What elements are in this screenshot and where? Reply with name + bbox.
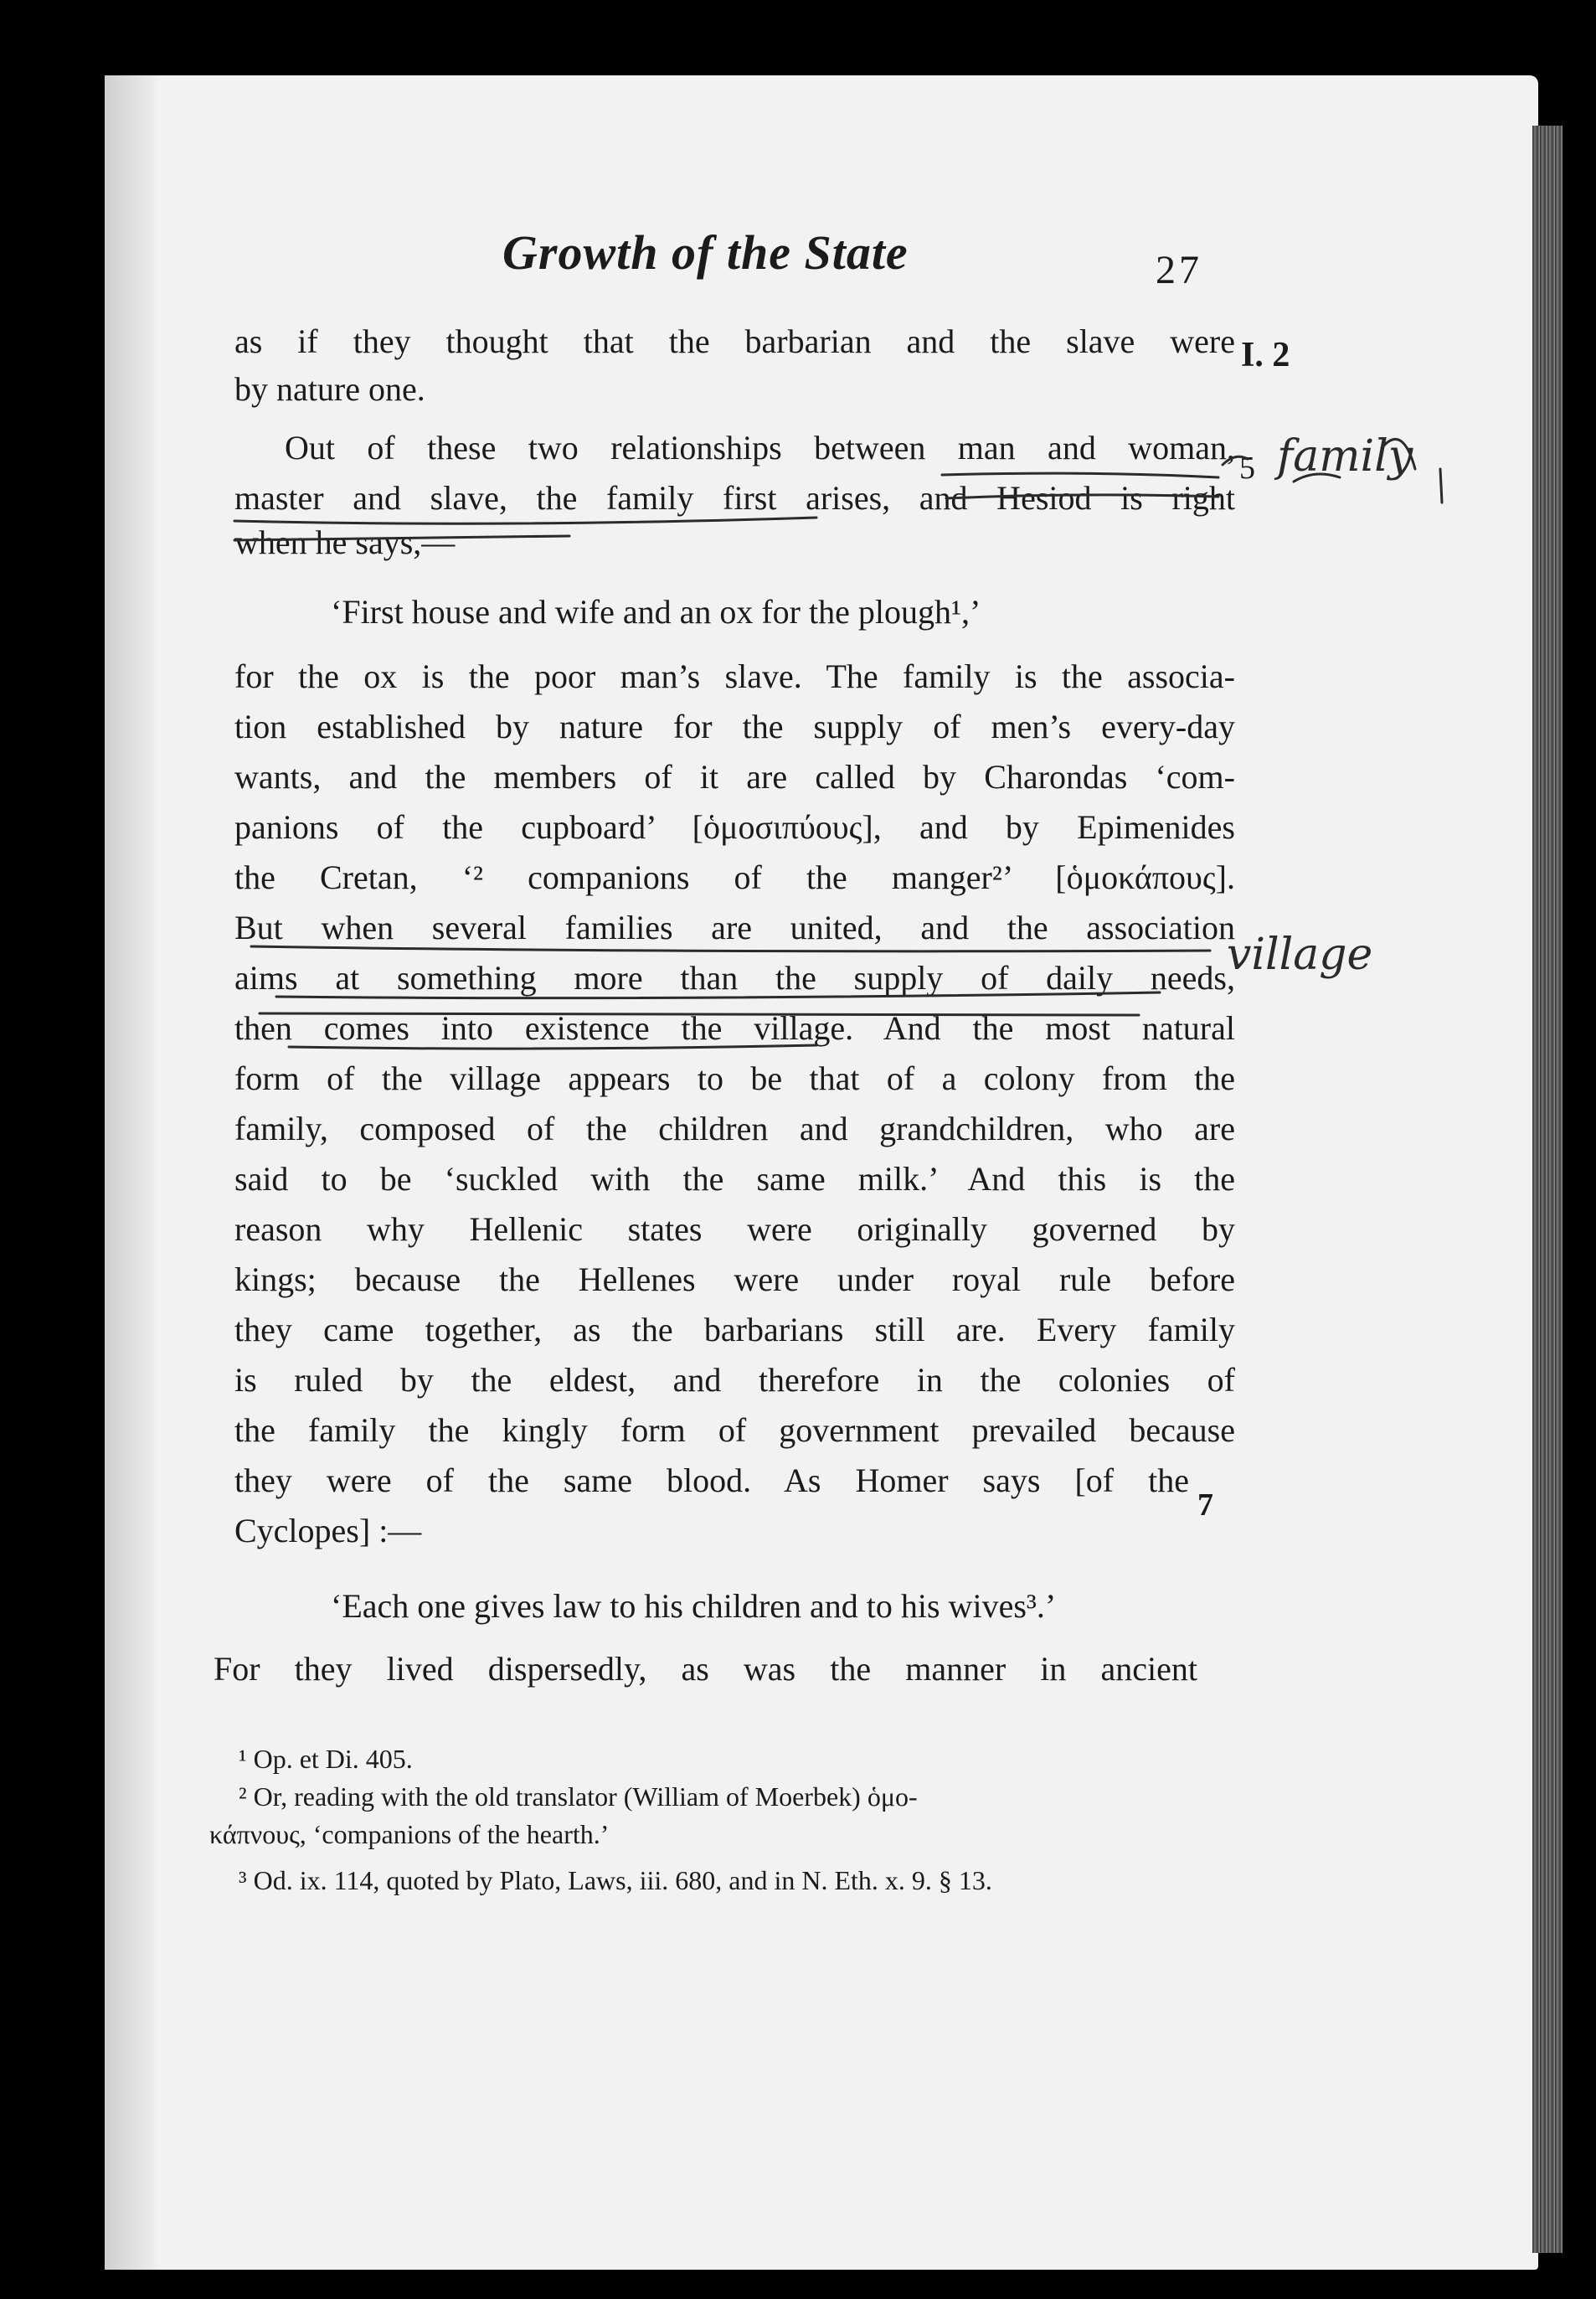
body-line: then comes into existence the village. And the most natural xyxy=(234,1009,1235,1047)
underline-families-united xyxy=(251,946,1210,951)
underline-master-and-slave xyxy=(234,518,816,523)
footnote: ³ Od. ix. 114, quoted by Plato, Laws, iii. 680, and in N. Eth. x. 9. § 13. xyxy=(239,1865,992,1895)
body-line: the family the kingly form of government prevailed because xyxy=(234,1411,1235,1449)
page-number: 27 xyxy=(1156,248,1202,292)
body-line: panions of the cupboard’ [ὁμοσιπύους], and by Epimenides xyxy=(234,808,1235,846)
underline-hesiod xyxy=(946,495,1218,498)
body-line: form of the village appears to be that of a colony from the xyxy=(234,1059,1235,1097)
body-line: master and slave, the family first arises, and Hesiod is right xyxy=(234,479,1235,517)
body-line: they came together, as the barbarians still are. Every family xyxy=(234,1311,1235,1348)
body-line: tion established by nature for the supply of men’s every-day xyxy=(234,708,1235,745)
body-line: Out of these two relationships between man and woman, xyxy=(285,429,1235,467)
body-line: reason why Hellenic states were originally governed by xyxy=(234,1210,1235,1248)
underline-man-and-woman xyxy=(942,473,1218,477)
body-line: as if they thought that the barbarian and the slave were xyxy=(234,322,1235,360)
margin-section-ref: I. 2 xyxy=(1241,336,1290,374)
body-line: for the ox is the poor man’s slave. The family is the associa- xyxy=(234,657,1235,695)
quotation-line: ‘First house and wife and an ox for the plough¹,’ xyxy=(331,593,981,631)
body-line: wants, and the members of it are called by Charondas ‘com- xyxy=(234,758,1235,796)
margin-line-number-5: 5 xyxy=(1239,451,1255,486)
body-line: by nature one. xyxy=(234,370,425,408)
quotation-line: ‘Each one gives law to his children and to his wives³.’ xyxy=(331,1587,1057,1625)
body-line: For they lived dispersedly, as was the manner in ancient xyxy=(214,1650,1197,1688)
body-line: But when several families are united, and the association xyxy=(234,909,1235,946)
underline-village xyxy=(289,1045,816,1049)
body-line: said to be ‘suckled with the same milk.’ And this is the xyxy=(234,1160,1235,1198)
body-line: the Cretan, ‘² companions of the manger²’ [ὁμοκάπους]. xyxy=(234,858,1235,896)
body-line: kings; because the Hellenes were under royal rule before xyxy=(234,1260,1235,1298)
footnote: κάπνους, ‘companions of the hearth.’ xyxy=(209,1819,610,1849)
footnote: ² Or, reading with the old translator (William of Moerbek) ὁμο- xyxy=(239,1781,918,1812)
body-line: Cyclopes] :— xyxy=(234,1512,422,1549)
body-line: family, composed of the children and grandchildren, who are xyxy=(234,1110,1235,1147)
underline-when-he-says xyxy=(234,536,569,540)
underline-daily-needs xyxy=(260,1013,1139,1015)
handwritten-margin-note-family: family xyxy=(1277,431,1413,482)
body-line: they were of the same blood. As Homer says [of the xyxy=(234,1461,1189,1499)
body-line: aims at something more than the supply of daily needs, xyxy=(234,959,1235,997)
handwritten-margin-note-village: village xyxy=(1227,930,1373,980)
underline-aims-at xyxy=(276,992,1160,998)
pencil-squiggle xyxy=(1223,439,1442,503)
body-line: when he says,— xyxy=(234,523,456,561)
body-line: is ruled by the eldest, and therefore in the colonies of xyxy=(234,1361,1235,1399)
running-header-title: Growth of the State xyxy=(502,225,909,280)
margin-line-number-7: 7 xyxy=(1197,1487,1213,1523)
footnote: ¹ Op. et Di. 405. xyxy=(239,1744,413,1774)
